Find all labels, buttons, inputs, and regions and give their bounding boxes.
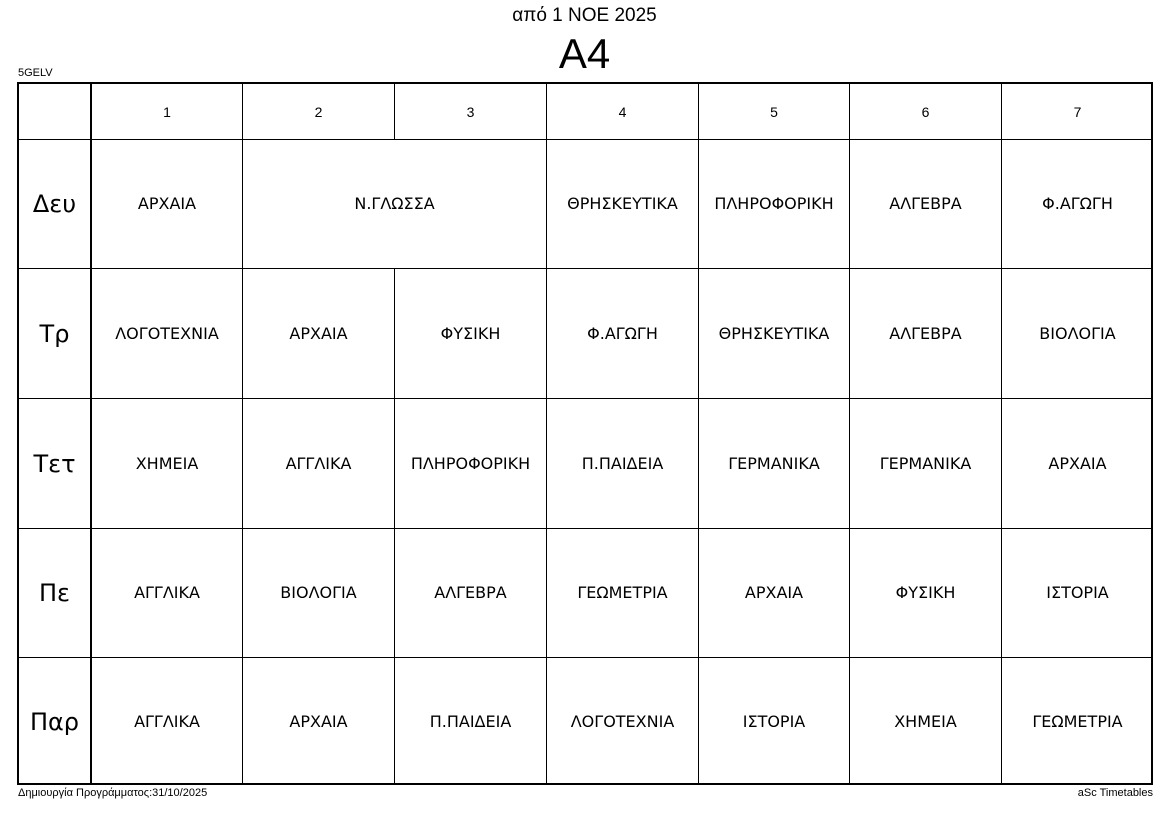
corner-cell <box>19 84 92 140</box>
timetable-date: από 1 ΝΟΕ 2025 <box>512 5 657 26</box>
lesson-cell: ΙΣΤΟΡΙΑ <box>1002 529 1153 658</box>
lesson-cell: ΛΟΓΟΤΕΧΝΙΑ <box>547 658 699 785</box>
timetable-grid <box>17 82 1153 785</box>
lesson-cell: ΓΕΡΜΑΝΙΚΑ <box>699 399 850 529</box>
creation-date: Δημιουργία Προγράμματος:31/10/2025 <box>18 787 208 799</box>
lesson-cell: ΑΛΓΕΒΡΑ <box>850 269 1002 399</box>
period-header: 2 <box>243 84 395 140</box>
day-label: Παρ <box>19 658 92 785</box>
lesson-cell: ΓΕΩΜΕΤΡΙΑ <box>1032 711 1123 731</box>
lesson-cell: ΙΣΤΟΡΙΑ <box>699 658 850 785</box>
lesson-cell: ΑΡΧΑΙΑ <box>92 140 243 269</box>
lesson-cell: ΦΥΣΙΚΗ <box>395 269 547 399</box>
day-label: Πε <box>19 529 92 658</box>
class-title: A4 <box>558 30 611 77</box>
lesson-cell: ΑΛΓΕΒΡΑ <box>850 140 1002 269</box>
period-header: 7 <box>1002 84 1153 140</box>
lesson-cell: Π.ΠΑΙΔΕΙΑ <box>547 399 699 529</box>
lesson-cell: ΑΡΧΑΙΑ <box>243 269 395 399</box>
day-label: Δευ <box>19 140 92 269</box>
lesson-cell: ΠΛΗΡΟΦΟΡΙΚΗ <box>395 399 547 529</box>
lesson-cell: Φ.ΑΓΩΓΗ <box>1002 140 1153 269</box>
day-label: Τετ <box>19 399 92 529</box>
lesson-cell: Φ.ΑΓΩΓΗ <box>547 269 699 399</box>
lesson-cell: ΛΟΓΟΤΕΧΝΙΑ <box>92 269 243 399</box>
period-header: 5 <box>699 84 850 140</box>
period-header: 3 <box>395 84 547 140</box>
lesson-cell: ΠΛΗΡΟΦΟΡΙΚΗ <box>699 140 850 269</box>
period-header: 4 <box>547 84 699 140</box>
lesson-cell: ΓΕΩΜΕΤΡΙΑ <box>547 529 699 658</box>
day-label: Τρ <box>19 269 92 399</box>
lesson-cell: ΘΡΗΣΚΕΥΤΙΚΑ <box>547 140 699 269</box>
brand-label: aSc Timetables <box>1077 787 1153 799</box>
lesson-cell: ΑΓΓΛΙΚΑ <box>92 529 243 658</box>
lesson-cell: ΑΡΧΑΙΑ <box>699 529 850 658</box>
lesson-cell: ΘΡΗΣΚΕΥΤΙΚΑ <box>699 269 850 399</box>
lesson-cell: ΑΡΧΑΙΑ <box>243 658 395 785</box>
lesson-cell: ΒΙΟΛΟΓΙΑ <box>1002 269 1153 399</box>
lesson-cell: ΑΓΓΛΙΚΑ <box>92 658 243 785</box>
lesson-cell: ΓΕΡΜΑΝΙΚΑ <box>850 399 1002 529</box>
lesson-cell: ΑΡΧΑΙΑ <box>1002 399 1153 529</box>
lesson-cell: ΑΛΓΕΒΡΑ <box>395 529 547 658</box>
period-header: 1 <box>92 84 243 140</box>
lesson-cell: ΦΥΣΙΚΗ <box>850 529 1002 658</box>
lesson-cell: Π.ΠΑΙΔΕΙΑ <box>395 658 547 785</box>
lesson-cell: ΒΙΟΛΟΓΙΑ <box>243 529 395 658</box>
school-code: 5GELV <box>18 67 53 79</box>
lesson-cell: ΧΗΜΕΙΑ <box>850 658 1002 785</box>
period-header: 6 <box>850 84 1002 140</box>
lesson-cell: Ν.ΓΛΩΣΣΑ <box>243 140 547 269</box>
lesson-cell: ΧΗΜΕΙΑ <box>92 399 243 529</box>
lesson-cell: ΑΓΓΛΙΚΑ <box>243 399 395 529</box>
